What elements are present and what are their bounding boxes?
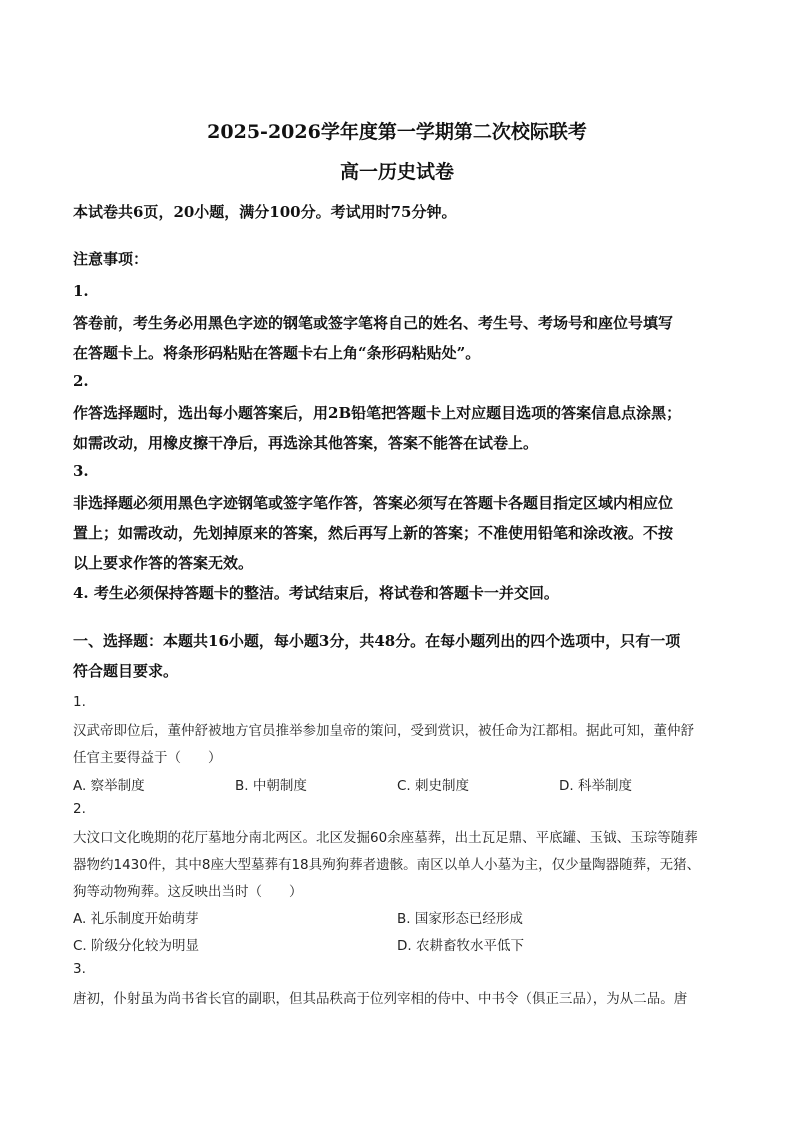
note-2-number: 2. (73, 372, 89, 390)
question-1-number: 1. (73, 694, 86, 710)
note-1-number: 1. (73, 282, 89, 300)
question-1-stem: 任官主要得益于（ ） (73, 750, 222, 766)
question-2-stem: 大汶口文化晚期的花厅墓地分南北两区。北区发掘60余座墓葬，出土瓦足鼎、平底罐、玉钺、玉琮等随葬 (73, 830, 698, 846)
question-2-option-d[interactable]: D. 农耕畜牧水平低下 (397, 938, 524, 954)
section-heading: 一、选择题：本题共16小题，每小题3分，共48分。在每小题列出的四个选项中，只有一项 (73, 632, 681, 650)
question-2-option-b[interactable]: B. 国家形态已经形成 (397, 911, 523, 927)
note-1-line: 在答题卡上。将条形码粘贴在答题卡右上角“条形码粘贴处”。 (73, 344, 481, 362)
question-1-stem: 汉武帝即位后，董仲舒被地方官员推举参加皇帝的策问，受到赏识，被任命为江都相。据此可知，董仲舒 (73, 723, 694, 739)
question-1-option-c[interactable]: C. 刺史制度 (397, 778, 470, 794)
note-3-number: 3. (73, 462, 89, 480)
question-2-number: 2. (73, 801, 86, 817)
note-1-line: 答卷前，考生务必用黑色字迹的钢笔或签字笔将自己的姓名、考生号、考场号和座位号填写 (73, 314, 674, 332)
note-2-line: 如需改动，用橡皮擦干净后，再选涂其他答案，答案不能答在试卷上。 (73, 434, 539, 452)
question-2-option-c[interactable]: C. 阶级分化较为明显 (73, 938, 200, 954)
notes-heading: 注意事项： (73, 250, 149, 268)
question-3-stem: 唐初，仆射虽为尚书省长官的副职，但其品秩高于位列宰相的侍中、中书令（俱正三品），为从二品。唐 (73, 991, 688, 1007)
question-1-option-d[interactable]: D. 科举制度 (559, 778, 632, 794)
question-2-stem: 狗等动物殉葬。这反映出当时（ ） (73, 884, 303, 900)
question-2-stem: 器物约1430件，其中8座大型墓葬有18具殉狗葬者遗骸。南区以单人小墓为主，仅少量陶器随葬，无猪、 (73, 857, 701, 873)
exam-subtitle: 高一历史试卷 (339, 161, 454, 183)
section-heading-cont: 符合题目要求。 (73, 662, 179, 680)
note-3-line: 非选择题必须用黑色字迹钢笔或签字笔作答，答案必须写在答题卡各题目指定区域内相应位 (73, 494, 674, 512)
question-1-option-a[interactable]: A. 察举制度 (73, 778, 145, 794)
question-2-option-a[interactable]: A. 礼乐制度开始萌芽 (73, 911, 199, 927)
question-1-option-b[interactable]: B. 中朝制度 (235, 778, 307, 794)
exam-intro: 本试卷共6页，20小题，满分100分。考试用时75分钟。 (73, 203, 457, 221)
question-3-number: 3. (73, 961, 86, 977)
exam-title: 2025-2026学年度第一学期第二次校际联考 (207, 121, 587, 143)
note-2-line: 作答选择题时，选出每小题答案后，用2B铅笔把答题卡上对应题目选项的答案信息点涂黑； (73, 404, 682, 422)
note-4-line: 4. 考生必须保持答题卡的整洁。考试结束后，将试卷和答题卡一并交回。 (73, 584, 559, 602)
note-3-line: 以上要求作答的答案无效。 (73, 554, 254, 572)
note-3-line: 置上；如需改动，先划掉原来的答案，然后再写上新的答案；不准使用铅笔和涂改液。不按 (73, 524, 674, 542)
